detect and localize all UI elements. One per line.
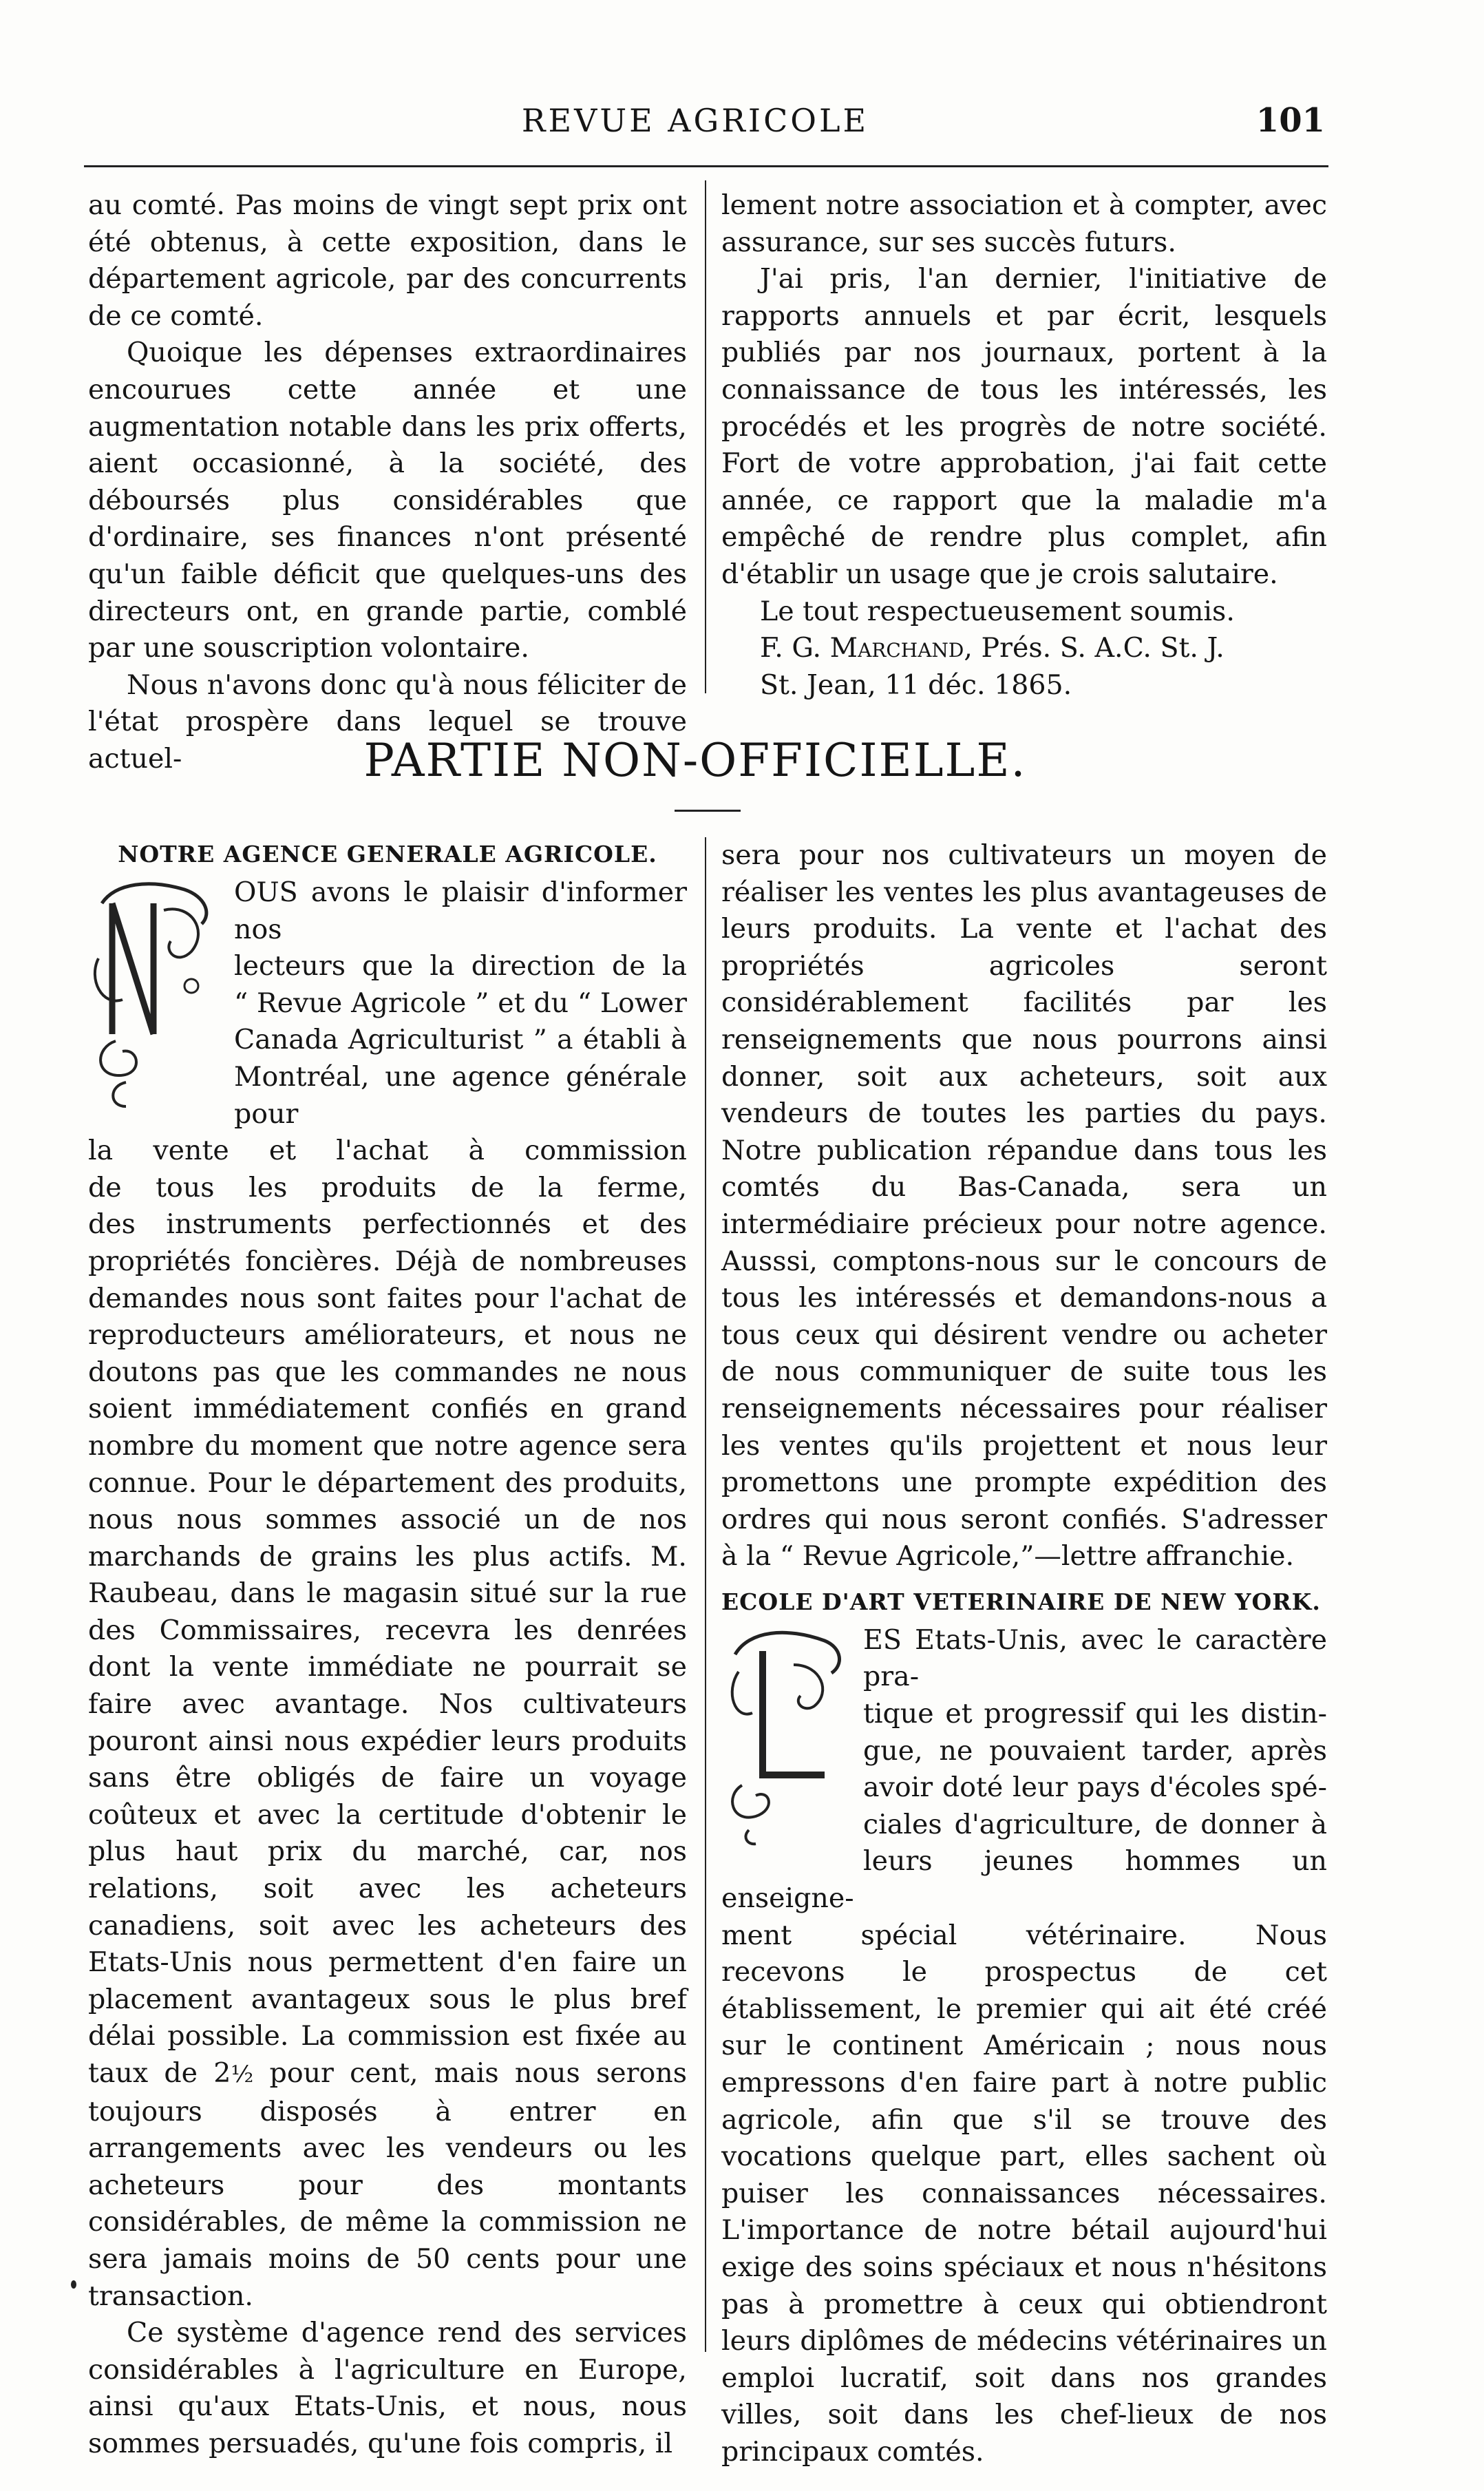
article-title-agence: NOTRE AGENCE GENERALE AGRICOLE.	[118, 841, 657, 868]
column-divider	[705, 837, 706, 2352]
fraction: ½	[231, 2061, 254, 2088]
text-line: Canada Agriculturist ” a établi à	[234, 1024, 687, 1056]
signature-title: , Prés. S. A.C. St. J.	[964, 632, 1225, 664]
paragraph: au comté. Pas moins de vingt sept prix ont été obtenus, à cette exposition, dans le département agricole, par des concurrents de ce comté.	[88, 189, 687, 332]
text-line: avoir doté leur pays d'écoles spé-	[863, 1772, 1327, 1804]
text-line: “ Revue Agricole ” et du “ Lower	[234, 987, 687, 1019]
paragraph: J'ai pris, l'an dernier, l'initiative de rapports annuels et par écrit, lesquels publiés par nos journaux, portent à la connaissance de tous les intéressés, les procédés et les progrès de notre société. Fort de votre approbation, j'ai fait cette année, ce rapport que la maladie m'a empêché de rendre plus complet, afin d'établir un usage que je crois salutaire.	[721, 263, 1327, 590]
ornamental-initial-n-icon	[88, 876, 223, 1117]
paragraph: sera pour nos cultivateurs un moyen de réaliser les ventes les plus avantageuses de leurs produits. La vente et l'achat des propriétés agricoles seront considérablement facilités par les renseignements que nous pourrons ainsi donner, soit aux acheteurs, soit aux vendeurs de toutes les parties du pays. Notre publication répandue dans tous les comtés du Bas-Canada, sera un intermédiaire précieux pour notre agence. Ausssi, comptons-nous sur le concours de tous les intéressés et demandons-nous a tous ceux qui désirent vendre ou acheter de nous communiquer de suite tous les renseignements nécessaires pour réaliser les ventes qu'ils projettent et nous leur promettons une prompte expédition des ordres qui nous seront confiés. S'adresser à la “ Revue Agricole,”—lettre affranchie.	[721, 839, 1327, 1573]
header-rule	[84, 165, 1328, 167]
ink-dot	[71, 2280, 76, 2289]
ornamental-initial-l-icon	[721, 1623, 852, 1851]
ornamental-initial-n	[88, 876, 223, 1117]
article-agence-column-left	[88, 837, 687, 2463]
text-line: OUS avons le plaisir d'informer nos	[234, 876, 687, 945]
text-line: ES Etats-Unis, avec le caractère pra-	[863, 1623, 1327, 1693]
text-line: de tous les produits de la ferme,	[88, 1171, 687, 1204]
paragraph: Nous n'avons donc qu'à nous féliciter de l'état prospère dans lequel se trouve actuel-	[88, 669, 687, 775]
paragraph: lement notre association et à compter, avec assurance, sur ses succès futurs.	[721, 189, 1327, 258]
page-number: 101	[1255, 101, 1325, 140]
text-line: gue, ne pouvaient tarder, après	[863, 1734, 1327, 1767]
paragraph: Le tout respectueusement soumis.	[760, 595, 1235, 627]
paragraph	[88, 1206, 687, 2315]
fraction-whole: 2	[213, 2057, 231, 2089]
column-divider	[705, 180, 706, 693]
signature-prefix: F. G.	[760, 632, 830, 664]
signature-name: Marchand	[829, 632, 964, 664]
running-header	[65, 96, 1325, 145]
text-line: la vente et l'achat à commission	[88, 1135, 687, 1167]
text-line: leurs jeunes hommes un enseigne-	[721, 1845, 1327, 1915]
running-title: REVUE AGRICOLE	[521, 102, 869, 139]
signature-place-date: St. Jean, 11 déc. 1865.	[760, 669, 1072, 701]
text-line: tique et progressif qui les distin-	[863, 1698, 1327, 1730]
paragraph: recevons le prospectus de cet établissement, le premier qui ait été créé sur le continent Américain ; nous nous empressons d'en faire part à notre public agricole, afin que s'il se trouve des vocations quelque part, elles sachent où puiser les connaissances nécessaires. L'importance de notre bétail aujourd'hui exige des soins spéciaux et nous n'hésitons pas à promettre à ceux qui obtiendront leurs diplômes de médecins vétérinaires un emploi lucratif, soit dans nos grandes villes, soit dans les chef-lieux de nos principaux comtés.	[721, 1956, 1327, 2468]
section-title: PARTIE NON-OFFICIELLE.	[363, 734, 1027, 787]
top-left-column	[88, 187, 687, 778]
paragraph: Ce système d'agence rend des services considérables à l'agriculture en Europe, ainsi qu'aux Etats-Unis, et nous, nous sommes persuadés, qu'une fois compris, il	[88, 2317, 687, 2459]
signature-line	[721, 630, 1327, 667]
spacer	[721, 1575, 1327, 1585]
section-rule	[675, 810, 741, 812]
text-line: ment spécial vétérinaire. Nous	[721, 1919, 1327, 1951]
text-line: ciales d'agriculture, de donner à	[863, 1808, 1327, 1840]
paragraph-text: des instruments perfectionnés et des propriétés foncières. Déjà de nombreuses demandes nous sont faites pour l'achat de reproducteurs améliorateurs, et nous ne doutons pas que les commandes ne nous soient immédiatement confiés en grand nombre du moment que notre agence sera connue. Pour le département des produits, nous nous sommes associé un de nos marchands de grains les plus actifs. M. Raubeau, dans le magasin situé sur la rue des Commissaires, recevra les denrées dont la vente immédiate ne pourrait se faire avec avantage. Nos cultivateurs pouront ainsi nous expédier leurs produits sans être obligés de faire un voyage coûteux et avec la certitude d'obtenir le plus haut prix du marché, car, nos relations, soit avec les acheteurs canadiens, soit avec les acheteurs des Etats-Unis nous permettent d'en faire un placement avantageux sous le plus bref délai possible. La commission est fixée au taux de	[88, 1208, 687, 2089]
text-line: lecteurs que la direction de la	[234, 950, 687, 982]
top-right-column	[721, 187, 1327, 704]
paragraph: Quoique les dépenses extraordinaires encourues cette année et une augmentation notable dans les prix offerts, aient occasionné, à la société, des déboursés plus considérables que d'ordinaire, ses finances n'ont présenté qu'un faible déficit que quelques-uns des directeurs ont, en grande partie, comblé par une souscription volontaire.	[88, 337, 687, 664]
article-column-right	[721, 837, 1327, 2471]
article-title-ecole: ECOLE D'ART VETERINAIRE DE NEW YORK.	[721, 1588, 1321, 1615]
ornamental-initial-l	[721, 1623, 852, 1851]
text-line: Montréal, une agence générale pour	[234, 1060, 687, 1130]
paragraph-text: pour cent, mais nous serons toujours disposés à entrer en arrangements avec les vendeurs ou les acheteurs pour des montants considérables, de même la commission ne sera jamais moins de 50 cents pour une transaction.	[88, 2057, 687, 2312]
